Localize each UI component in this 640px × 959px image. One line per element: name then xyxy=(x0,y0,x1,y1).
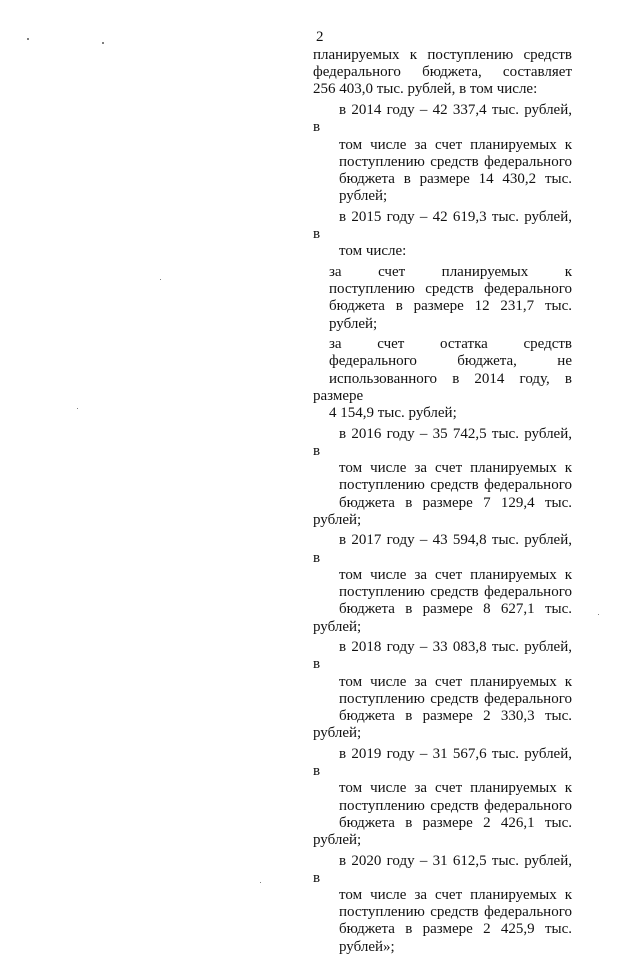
text-line: 4 154,9 тыс. рублей; xyxy=(329,405,457,422)
text-line: том числе: xyxy=(339,243,407,260)
text-line: в 2018 году – 33 083,8 тыс. рублей, в xyxy=(313,639,572,673)
text-line: том числе за счет планируемых к xyxy=(339,460,572,477)
paragraph xyxy=(313,102,572,205)
text-line: рублей»; xyxy=(339,938,395,955)
scan-speck xyxy=(102,42,104,44)
scan-speck xyxy=(598,614,599,615)
paragraph xyxy=(313,532,572,635)
text-line: рублей; xyxy=(329,315,378,332)
text-line: в 2017 году – 43 594,8 тыс. рублей, в xyxy=(313,532,572,566)
text-line: в 2019 году – 31 567,6 тыс. рублей, в xyxy=(313,745,572,780)
document-body xyxy=(313,47,572,959)
paragraph xyxy=(313,336,572,422)
paragraph xyxy=(313,746,572,849)
paragraph xyxy=(313,853,572,956)
text-line: федерального бюджета, составляет xyxy=(313,64,572,81)
text-line: в 2016 году – 35 742,5 тыс. рублей, в xyxy=(313,425,572,459)
text-line: бюджета в размере 12 231,7 тыс. xyxy=(329,298,572,315)
text-line: том числе за счет планируемых к xyxy=(339,566,572,583)
text-line: федерального бюджета, не xyxy=(329,353,572,370)
text-line: том числе за счет планируемых к xyxy=(339,673,572,690)
text-line: 256 403,0 тыс. рублей, в том числе: xyxy=(313,81,538,98)
text-line: бюджета в размере 2 330,3 тыс. рублей; xyxy=(313,708,572,742)
text-line: использованного в 2014 году, в размере xyxy=(313,370,572,404)
paragraph xyxy=(313,264,572,333)
scan-speck xyxy=(77,408,78,409)
text-line: в 2020 году – 31 612,5 тыс. рублей, в xyxy=(313,852,572,886)
scan-speck xyxy=(27,38,29,40)
text-line: бюджета в размере 2 425,9 тыс. xyxy=(339,921,572,938)
paragraph xyxy=(313,47,572,99)
text-line: за счет остатка средств xyxy=(329,336,572,353)
text-line: том числе за счет планируемых к xyxy=(339,887,572,904)
text-line: поступлению средств федерального xyxy=(339,477,572,494)
text-line: рублей; xyxy=(339,188,388,205)
paragraph xyxy=(313,426,572,529)
text-line: поступлению средств федерального xyxy=(339,690,572,707)
text-line: в 2014 году – 42 337,4 тыс. рублей, в xyxy=(313,102,572,136)
scan-speck xyxy=(160,279,161,280)
text-line: поступлению средств федерального xyxy=(339,153,572,170)
page-number: 2 xyxy=(316,29,324,45)
text-line: том числе за счет планируемых к xyxy=(339,780,572,797)
text-line: поступлению средств федерального xyxy=(339,797,572,814)
text-line: бюджета в размере 8 627,1 тыс. рублей; xyxy=(313,601,572,635)
text-line: том числе за счет планируемых к xyxy=(339,136,572,153)
text-line: планируемых к поступлению средств xyxy=(313,47,572,63)
text-line: бюджета в размере 7 129,4 тыс. рублей; xyxy=(313,494,572,528)
text-line: поступлению средств федерального xyxy=(329,281,572,298)
scan-speck xyxy=(260,882,261,883)
text-line: бюджета в размере 14 430,2 тыс. xyxy=(339,170,572,187)
paragraph xyxy=(313,639,572,742)
text-line: бюджета в размере 2 426,1 тыс. рублей; xyxy=(313,814,572,848)
text-line: за счет планируемых к xyxy=(329,263,572,280)
paragraph xyxy=(313,209,572,261)
text-line: в 2015 году – 42 619,3 тыс. рублей, в xyxy=(313,208,572,243)
text-line: поступлению средств федерального xyxy=(339,584,572,601)
text-line: поступлению средств федерального xyxy=(339,904,572,921)
